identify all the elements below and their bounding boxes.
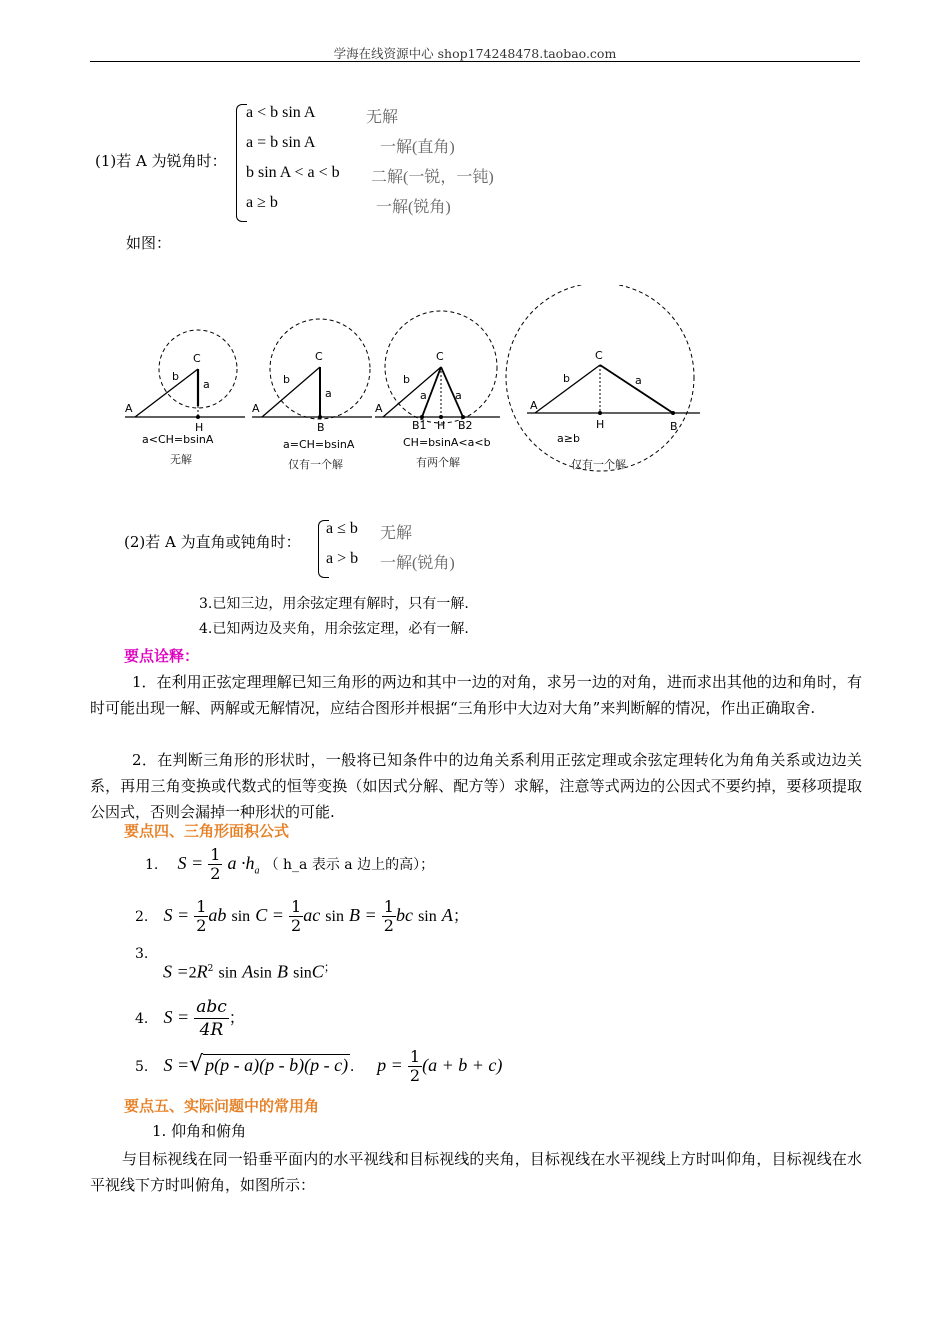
section-4-title: 要点四、三角形面积公式 [124, 822, 290, 840]
as-figure-text: 如图： [126, 234, 172, 252]
formula-2-number: 2. [135, 909, 149, 925]
label-b: b [403, 373, 410, 386]
formula-4-number: 4. [135, 1011, 149, 1027]
panel-2 [252, 319, 372, 419]
label-H: H [195, 421, 204, 434]
key-points-title: 要点诠释： [124, 647, 200, 665]
formula-5: 5. S =√ p(p - a)(p - b)(p - c) . p = $\frac{1}{2}$ (a + b + c) [135, 1047, 503, 1085]
paragraph-2: 2．在判断三角形的形状时，一般将已知条件中的边角关系利用正弦定理或余弦定理转化为角角关系或边边关系，再用三角变换或代数式的恒等变换（如因式分解、配方等）求解，注意等式两边的公因式不要约掉，要移项提取公因式，否则会漏掉一种形状的可能. [90, 751, 862, 821]
formula-2: 2. S = $\frac{1}{2}$ ab sin C = $\frac{1}{2}$ ac sin B = $\frac{1}{2}$ bc sin A； [135, 897, 469, 935]
label-C: C [315, 350, 323, 363]
formula-1: 1. S = $\frac{1}{2}$ $a \cdot h_a$ （ h_a 表示 a 边上的高）； [145, 845, 435, 883]
label-A: A [252, 402, 260, 415]
item-4: 4.已知两边及夹角，用余弦定理，必有一解. [199, 621, 469, 637]
case1-row-3-result: 二解(一锐，一钝) [371, 169, 494, 186]
label-C: C [436, 350, 444, 363]
case1-row-4-result: 一解(锐角) [376, 199, 451, 216]
label-H: H [437, 419, 446, 432]
paragraph-1: 1．在利用正弦定理理解已知三角形的两边和其中一边的对角，求另一边的对角，进而求出其他的边和角时，有时可能出现一解、两解或无解情况，应结合图形并根据“三角形中大边对大角”来判断解的情况，作出正确取舍. [90, 673, 862, 717]
panel-4-formula: a≥b [557, 432, 580, 445]
formula-5-number: 5. [135, 1059, 149, 1075]
label-a: a [420, 389, 427, 402]
case1-row-1-cond: a < b sin A [246, 104, 316, 121]
panel-2-formula: a=CH=bsinA [283, 438, 355, 451]
panel-3-formula: CH=bsinA<a<b [403, 436, 491, 449]
panel-4-caption: 仅有一个解 [571, 458, 626, 471]
case2-row-1-result: 无解 [380, 525, 413, 542]
case1-row-3-cond: b sin A < a < b [246, 164, 340, 181]
panel-1 [125, 330, 245, 417]
case2-row-2-result: 一解(锐角) [380, 555, 455, 572]
formula-1-note: （ h_a 表示 a 边上的高）； [264, 857, 435, 873]
label-b: b [172, 370, 179, 383]
label-H: H [596, 418, 605, 431]
panel-3-caption: 有两个解 [416, 456, 460, 469]
label-C: C [193, 352, 201, 365]
formula-4: 4. S = $\frac{\text{abc}}{4R}$ ； [135, 997, 245, 1040]
formula-1-number: 1. [145, 857, 159, 873]
page-header: 学海在线资源中心 shop174248478.taobao.com [333, 46, 617, 61]
panel-1-formula: a<CH=bsinA [142, 433, 214, 446]
formula-3: $S =2R^2$ sin Asin B sinC； [163, 960, 336, 982]
case1-row-1-result: 无解 [366, 109, 399, 126]
section-5-title: 要点五、实际问题中的常用角 [124, 1097, 320, 1115]
case2-row-1-cond: a ≤ b [326, 520, 358, 537]
label-a: a [203, 378, 210, 391]
label-a: a [635, 374, 642, 387]
paragraph-3: 与目标视线在同一铅垂平面内的水平视线和目标视线的夹角，目标视线在水平视线上方时叫仰角，目标视线在水平视线下方时叫俯角，如图所示： [90, 1150, 862, 1194]
label-B: B [317, 421, 325, 434]
label-A: A [375, 402, 383, 415]
case2-label: (2)若 A 为直角或钝角时： [124, 533, 301, 551]
label-b: b [563, 372, 570, 385]
case1-row-2-result: 一解(直角) [380, 139, 455, 156]
triangle-cases-figure [120, 285, 710, 480]
label-A: A [530, 399, 538, 412]
header-rule [90, 61, 860, 62]
panel-2-caption: 仅有一个解 [288, 458, 343, 471]
item-3: 3.已知三边，用余弦定理有解时，只有一解. [199, 596, 469, 612]
label-B2: B2 [458, 419, 473, 432]
label-a: a [325, 387, 332, 400]
case1-row-2-cond: a = b sin A [246, 134, 316, 151]
case2-row-2-cond: a > b [326, 550, 359, 567]
label-b: b [283, 373, 290, 386]
panel-3 [375, 311, 500, 423]
label-B: B [670, 420, 678, 433]
label-C: C [595, 349, 603, 362]
formula-3-number: 3. [135, 946, 149, 962]
label-B1: B1 [412, 419, 427, 432]
panel-1-caption: 无解 [170, 453, 192, 466]
panel-4 [506, 285, 700, 471]
label-A: A [125, 402, 133, 415]
case1-label: (1)若 A 为锐角时： [95, 152, 227, 170]
subsection-1: 1. 仰角和俯角 [152, 1122, 247, 1140]
case1-row-4-cond: a ≥ b [246, 194, 278, 211]
label-a: a [455, 389, 462, 402]
